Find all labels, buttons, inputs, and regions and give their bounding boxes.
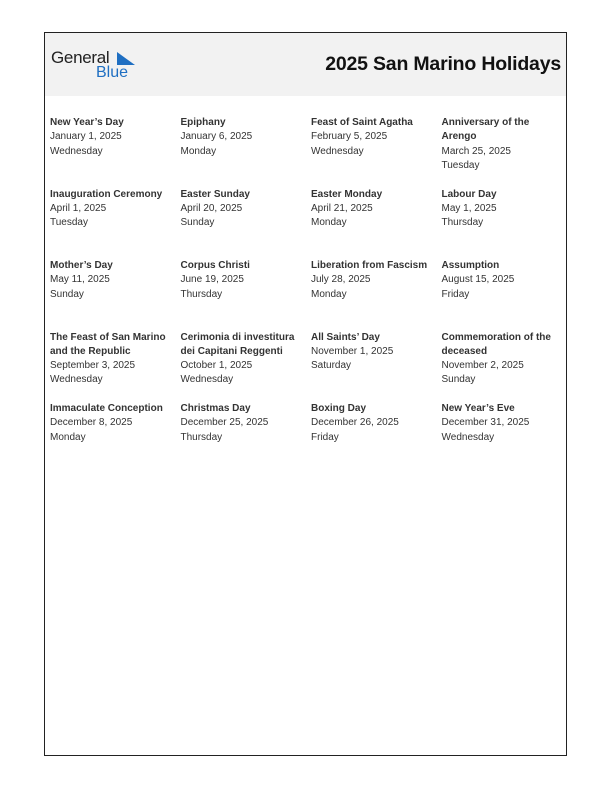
holiday-item bbox=[181, 259, 305, 302]
holiday-date: January 1, 2025 bbox=[50, 131, 122, 143]
logo-text-general: General bbox=[51, 48, 110, 67]
holiday-date: March 25, 2025 bbox=[441, 145, 511, 157]
holiday-name: Immaculate Conception bbox=[50, 403, 163, 414]
holiday-weekday: Sunday bbox=[180, 217, 215, 229]
holiday-name: Inauguration Ceremony bbox=[50, 188, 163, 200]
holiday-date: May 11, 2025 bbox=[50, 274, 110, 286]
holiday-weekday: Thursday bbox=[180, 288, 223, 300]
holiday-item bbox=[311, 188, 435, 231]
holiday-weekday: Friday bbox=[441, 288, 470, 300]
holiday-weekday: Thursday bbox=[441, 217, 484, 229]
holiday-name: Assumption bbox=[441, 260, 500, 271]
holiday-name: The Feast of San Marino and the Republic bbox=[50, 331, 166, 357]
holiday-name: Epiphany bbox=[180, 117, 226, 128]
holiday-name: Easter Monday bbox=[311, 188, 383, 200]
holiday-date: October 1, 2025 bbox=[180, 360, 253, 372]
holiday-weekday: Wednesday bbox=[311, 145, 364, 157]
holiday-item bbox=[181, 402, 305, 445]
holiday-item bbox=[442, 188, 560, 231]
holiday-weekday: Tuesday bbox=[50, 217, 88, 229]
holiday-weekday: Monday bbox=[180, 145, 217, 157]
holiday-date: November 2, 2025 bbox=[441, 360, 524, 372]
holiday-item bbox=[311, 331, 435, 374]
holiday-date: April 1, 2025 bbox=[50, 202, 107, 214]
holiday-weekday: Wednesday bbox=[50, 145, 103, 157]
holiday-date: December 8, 2025 bbox=[50, 417, 133, 429]
holiday-item bbox=[311, 116, 435, 159]
holiday-weekday: Thursday bbox=[180, 431, 223, 443]
holiday-item bbox=[311, 259, 439, 302]
holiday-item bbox=[442, 116, 560, 173]
header-band bbox=[45, 33, 566, 96]
holiday-date: December 26, 2025 bbox=[311, 417, 399, 429]
holiday-date: April 21, 2025 bbox=[311, 202, 373, 214]
holiday-date: April 20, 2025 bbox=[180, 202, 243, 214]
holiday-date: June 19, 2025 bbox=[180, 274, 244, 286]
holiday-item bbox=[50, 331, 174, 388]
holiday-weekday: Wednesday bbox=[441, 431, 495, 443]
holiday-name: Easter Sunday bbox=[180, 188, 250, 200]
holiday-name: New Year’s Eve bbox=[441, 403, 515, 414]
holiday-item bbox=[311, 402, 435, 445]
holiday-weekday: Wednesday bbox=[180, 374, 234, 386]
holiday-name: Cerimonia di investitura dei Capitani Reggenti bbox=[180, 331, 295, 357]
brand-logo bbox=[51, 49, 141, 83]
holiday-weekday: Sunday bbox=[50, 288, 84, 300]
holiday-item bbox=[442, 331, 560, 388]
holiday-name: Feast of Saint Agatha bbox=[311, 117, 413, 128]
holiday-name: Boxing Day bbox=[311, 403, 367, 414]
holiday-date: August 15, 2025 bbox=[441, 274, 515, 286]
holiday-weekday: Tuesday bbox=[441, 159, 480, 171]
holiday-item bbox=[50, 402, 174, 445]
holiday-weekday: Wednesday bbox=[50, 374, 103, 386]
holiday-date: February 5, 2025 bbox=[311, 131, 388, 143]
holiday-item bbox=[50, 188, 174, 231]
logo-text-blue: Blue bbox=[96, 64, 129, 81]
holiday-date: December 25, 2025 bbox=[180, 417, 269, 429]
calendar-page bbox=[44, 32, 567, 756]
page-title: 2025 San Marino Holidays bbox=[325, 53, 561, 75]
holiday-weekday: Monday bbox=[311, 217, 347, 229]
holiday-name: Labour Day bbox=[441, 188, 497, 200]
holiday-item bbox=[442, 402, 560, 445]
holiday-name: Corpus Christi bbox=[180, 260, 250, 271]
holiday-weekday: Monday bbox=[311, 288, 347, 300]
holiday-weekday: Monday bbox=[50, 431, 86, 443]
holiday-name: Commemoration of the deceased bbox=[441, 331, 551, 357]
holiday-item bbox=[50, 116, 174, 159]
holiday-item bbox=[442, 259, 560, 302]
holiday-name: Mother’s Day bbox=[50, 260, 113, 271]
holiday-item bbox=[181, 188, 305, 231]
holiday-date: November 1, 2025 bbox=[311, 345, 394, 357]
holiday-date: January 6, 2025 bbox=[180, 131, 253, 143]
holiday-name: All Saints’ Day bbox=[311, 331, 380, 343]
holiday-name: New Year’s Day bbox=[50, 117, 124, 128]
holiday-weekday: Saturday bbox=[311, 360, 352, 372]
holiday-item bbox=[181, 331, 307, 388]
holiday-item bbox=[50, 259, 174, 302]
holiday-item bbox=[181, 116, 305, 159]
holiday-name: Liberation from Fascism bbox=[311, 260, 428, 271]
holiday-date: December 31, 2025 bbox=[441, 417, 530, 429]
holiday-name: Christmas Day bbox=[180, 403, 251, 414]
holiday-name: Anniversary of the Arengo bbox=[441, 117, 530, 143]
holiday-date: May 1, 2025 bbox=[441, 202, 497, 214]
holiday-date: July 28, 2025 bbox=[311, 274, 371, 286]
holiday-date: September 3, 2025 bbox=[50, 360, 136, 372]
holiday-weekday: Friday bbox=[311, 431, 339, 443]
holiday-weekday: Sunday bbox=[441, 374, 476, 386]
